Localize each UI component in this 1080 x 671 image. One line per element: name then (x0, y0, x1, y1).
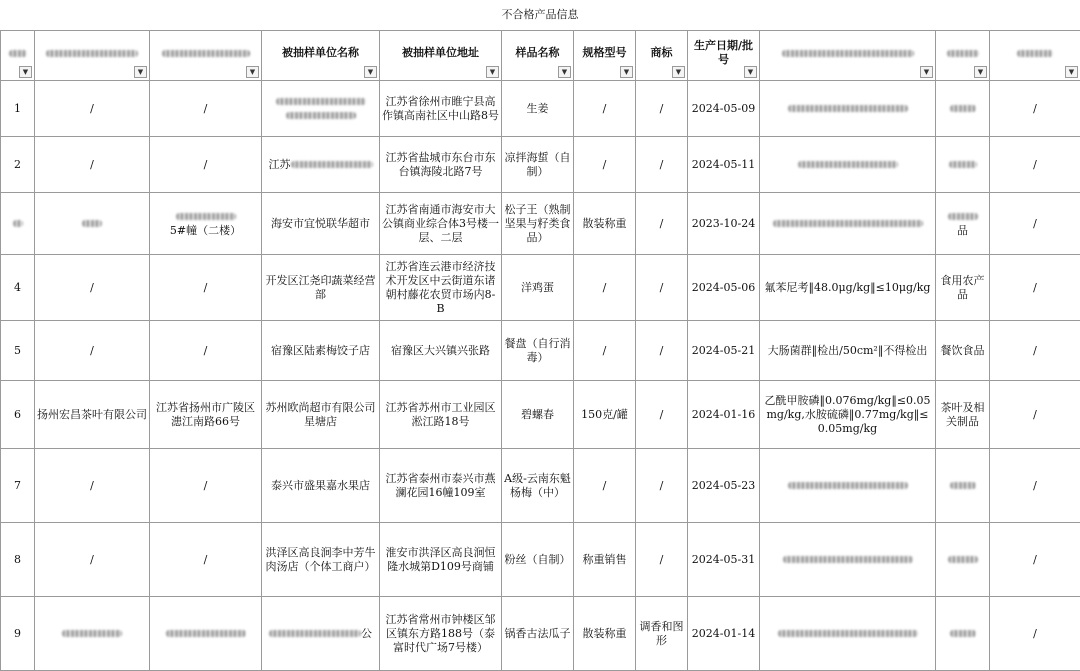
cell-item[interactable] (760, 597, 936, 671)
header-cell-sample: 样品名称 ▼ (502, 31, 574, 81)
cell-addr[interactable]: 江苏省常州市钟楼区邹区镇东方路188号（泰富时代广场7号楼） (380, 597, 502, 671)
table-row (1, 321, 1080, 381)
cell-mfr[interactable]: / (35, 137, 150, 193)
header-row (1, 31, 1080, 81)
cell-category[interactable]: 食用农产品 (936, 255, 990, 321)
cell-remark[interactable]: / (990, 137, 1080, 193)
cell-brand[interactable]: / (636, 193, 688, 255)
cell-mfr-addr[interactable]: / (150, 255, 262, 321)
filter-dropdown-icon[interactable]: ▼ (620, 66, 633, 78)
header-cell-category (936, 31, 990, 81)
cell-mfr-addr[interactable]: / (150, 449, 262, 523)
cell-category[interactable]: 品 (936, 193, 990, 255)
cell-date[interactable]: 2024-05-06 (688, 255, 760, 321)
cell-unit[interactable]: 江苏 (262, 137, 380, 193)
cell-spec[interactable]: / (574, 449, 636, 523)
cell-sample[interactable]: 生姜 (502, 81, 574, 137)
cell-category[interactable]: 餐饮食品 (936, 321, 990, 381)
cell-mfr-addr[interactable]: 5#幢（二楼） (150, 193, 262, 255)
cell-sample[interactable]: 餐盘（自行消毒） (502, 321, 574, 381)
cell-unit[interactable]: 海安市宜悦联华超市 (262, 193, 380, 255)
header-cell-index (1, 31, 35, 81)
sheet-title: 不合格产品信息 (0, 0, 1080, 30)
cell-unit[interactable]: 洪泽区高良涧李中芳牛肉汤店（个体工商户） (262, 523, 380, 597)
cell-unit[interactable]: 泰兴市盛果嘉水果店 (262, 449, 380, 523)
header-cell-addr: 被抽样单位地址 ▼ (380, 31, 502, 81)
cell-brand[interactable]: / (636, 381, 688, 449)
cell-unit[interactable] (262, 81, 380, 137)
cell-mfr[interactable]: / (35, 523, 150, 597)
cell-item[interactable]: 大肠菌群‖检出/50cm²‖不得检出 (760, 321, 936, 381)
filter-dropdown-icon[interactable]: ▼ (744, 66, 757, 78)
cell-sample[interactable]: 锅香古法瓜子 (502, 597, 574, 671)
filter-dropdown-icon[interactable]: ▼ (1065, 66, 1078, 78)
cell-unit[interactable]: 宿豫区陆素梅饺子店 (262, 321, 380, 381)
header-cell-mfr-addr (150, 31, 262, 81)
cell-addr[interactable]: 宿豫区大兴镇兴张路 (380, 321, 502, 381)
cell-mfr[interactable] (35, 597, 150, 671)
cell-mfr-addr[interactable]: / (150, 81, 262, 137)
cell-mfr[interactable] (35, 193, 150, 255)
cell-category[interactable]: 茶叶及相关制品 (936, 381, 990, 449)
cell-sample[interactable]: A级-云南东魁杨梅（中） (502, 449, 574, 523)
cell-mfr[interactable]: / (35, 81, 150, 137)
cell-date[interactable]: 2024-05-09 (688, 81, 760, 137)
cell-date[interactable]: 2024-05-23 (688, 449, 760, 523)
cell-remark[interactable]: / (990, 523, 1080, 597)
cell-category[interactable] (936, 449, 990, 523)
cell-item[interactable] (760, 81, 936, 137)
cell-brand[interactable]: / (636, 321, 688, 381)
cell-spec[interactable]: / (574, 137, 636, 193)
cell-spec[interactable]: / (574, 321, 636, 381)
cell-item[interactable] (760, 449, 936, 523)
cell-index[interactable]: 6 (1, 381, 35, 449)
cell-sample[interactable]: 碧螺春 (502, 381, 574, 449)
cell-addr[interactable]: 江苏省南通市海安市大公镇商业综合体3号楼一层、二层 (380, 193, 502, 255)
cell-addr[interactable]: 江苏省盐城市东台市东台镇海陵北路7号 (380, 137, 502, 193)
cell-addr[interactable]: 江苏省泰州市泰兴市燕澜花园16幢109室 (380, 449, 502, 523)
table-row (1, 449, 1080, 523)
cell-mfr[interactable]: / (35, 321, 150, 381)
cell-remark[interactable]: / (990, 449, 1080, 523)
cell-remark[interactable]: / (990, 321, 1080, 381)
cell-date[interactable]: 2024-01-16 (688, 381, 760, 449)
cell-remark[interactable]: / (990, 255, 1080, 321)
cell-item[interactable] (760, 137, 936, 193)
cell-index[interactable] (1, 193, 35, 255)
filter-dropdown-icon[interactable]: ▼ (920, 66, 933, 78)
filter-dropdown-icon[interactable]: ▼ (486, 66, 499, 78)
cell-spec[interactable]: 称重销售 (574, 523, 636, 597)
cell-sample[interactable]: 松子王（熟制坚果与籽类食品） (502, 193, 574, 255)
cell-addr[interactable]: 江苏省苏州市工业园区淞江路18号 (380, 381, 502, 449)
cell-date[interactable]: 2024-05-11 (688, 137, 760, 193)
cell-sample[interactable]: 洋鸡蛋 (502, 255, 574, 321)
cell-unit[interactable]: 公 (262, 597, 380, 671)
cell-index[interactable]: 4 (1, 255, 35, 321)
cell-remark[interactable]: / (990, 597, 1080, 671)
unqualified-products-table (0, 30, 1080, 671)
filter-dropdown-icon[interactable]: ▼ (558, 66, 571, 78)
cell-item[interactable]: 乙酰甲胺磷‖0.076mg/kg‖≤0.05mg/kg,水胺硫磷‖0.77mg/kg‖≤0.05mg/kg (760, 381, 936, 449)
cell-category[interactable] (936, 523, 990, 597)
cell-item[interactable] (760, 193, 936, 255)
cell-remark[interactable]: / (990, 81, 1080, 137)
cell-index[interactable]: 8 (1, 523, 35, 597)
cell-mfr-addr[interactable]: / (150, 321, 262, 381)
cell-date[interactable]: 2024-05-21 (688, 321, 760, 381)
filter-dropdown-icon[interactable]: ▼ (672, 66, 685, 78)
cell-unit[interactable]: 开发区江尧印蔬菜经营部 (262, 255, 380, 321)
cell-index[interactable]: 7 (1, 449, 35, 523)
header-cell-remark (990, 31, 1080, 81)
header-cell-date: 生产日期/批号 ▼ (688, 31, 760, 81)
cell-category[interactable] (936, 81, 990, 137)
cell-remark[interactable]: / (990, 193, 1080, 255)
filter-dropdown-icon[interactable]: ▼ (134, 66, 147, 78)
header-cell-item (760, 31, 936, 81)
cell-brand[interactable]: 调香和图形 (636, 597, 688, 671)
cell-brand[interactable]: / (636, 449, 688, 523)
cell-item[interactable] (760, 523, 936, 597)
cell-mfr[interactable]: 扬州宏昌茶叶有限公司 (35, 381, 150, 449)
cell-date[interactable]: 2024-01-14 (688, 597, 760, 671)
cell-brand[interactable]: / (636, 81, 688, 137)
cell-index[interactable]: 9 (1, 597, 35, 671)
cell-brand[interactable]: / (636, 137, 688, 193)
cell-brand[interactable]: / (636, 255, 688, 321)
cell-addr[interactable]: 淮安市洪泽区高良涧恒隆水城第D109号商铺 (380, 523, 502, 597)
header-cell-mfr (35, 31, 150, 81)
cell-unit[interactable]: 苏州欧尚超市有限公司星塘店 (262, 381, 380, 449)
cell-spec[interactable]: / (574, 255, 636, 321)
cell-addr[interactable]: 江苏省徐州市睢宁县高作镇高南社区中山路8号 (380, 81, 502, 137)
table-row (1, 81, 1080, 137)
filter-dropdown-icon[interactable]: ▼ (19, 66, 32, 78)
header-cell-brand: 商标 ▼ (636, 31, 688, 81)
cell-date[interactable]: 2024-05-31 (688, 523, 760, 597)
table-row (1, 255, 1080, 321)
cell-date[interactable]: 2023-10-24 (688, 193, 760, 255)
table-row (1, 137, 1080, 193)
cell-remark[interactable]: / (990, 381, 1080, 449)
header-cell-unit: 被抽样单位名称 ▼ (262, 31, 380, 81)
cell-index[interactable]: 1 (1, 81, 35, 137)
cell-mfr-addr[interactable]: / (150, 523, 262, 597)
cell-mfr-addr[interactable]: / (150, 137, 262, 193)
cell-mfr[interactable]: / (35, 255, 150, 321)
cell-sample[interactable]: 凉拌海蜇（自制） (502, 137, 574, 193)
cell-mfr[interactable]: / (35, 449, 150, 523)
cell-mfr-addr[interactable]: 江苏省扬州市广陵区漶江南路66号 (150, 381, 262, 449)
filter-dropdown-icon[interactable]: ▼ (246, 66, 259, 78)
cell-spec[interactable]: / (574, 81, 636, 137)
cell-category[interactable] (936, 137, 990, 193)
header-cell-spec: 规格型号 ▼ (574, 31, 636, 81)
table-row (1, 597, 1080, 671)
cell-category[interactable] (936, 597, 990, 671)
filter-dropdown-icon[interactable]: ▼ (364, 66, 377, 78)
filter-dropdown-icon[interactable]: ▼ (974, 66, 987, 78)
cell-mfr-addr[interactable] (150, 597, 262, 671)
table-row (1, 381, 1080, 449)
table-row (1, 523, 1080, 597)
cell-spec[interactable]: 散装称重 (574, 193, 636, 255)
cell-brand[interactable]: / (636, 523, 688, 597)
cell-item[interactable]: 氟苯尼考‖48.0μg/kg‖≤10μg/kg (760, 255, 936, 321)
cell-sample[interactable]: 粉丝（自制） (502, 523, 574, 597)
cell-spec[interactable]: 150克/罐 (574, 381, 636, 449)
cell-index[interactable]: 5 (1, 321, 35, 381)
cell-index[interactable]: 2 (1, 137, 35, 193)
cell-spec[interactable]: 散装称重 (574, 597, 636, 671)
table-row (1, 193, 1080, 255)
cell-addr[interactable]: 江苏省连云港市经济技术开发区中云街道东诸朝村藤花农贸市场内8-B (380, 255, 502, 321)
